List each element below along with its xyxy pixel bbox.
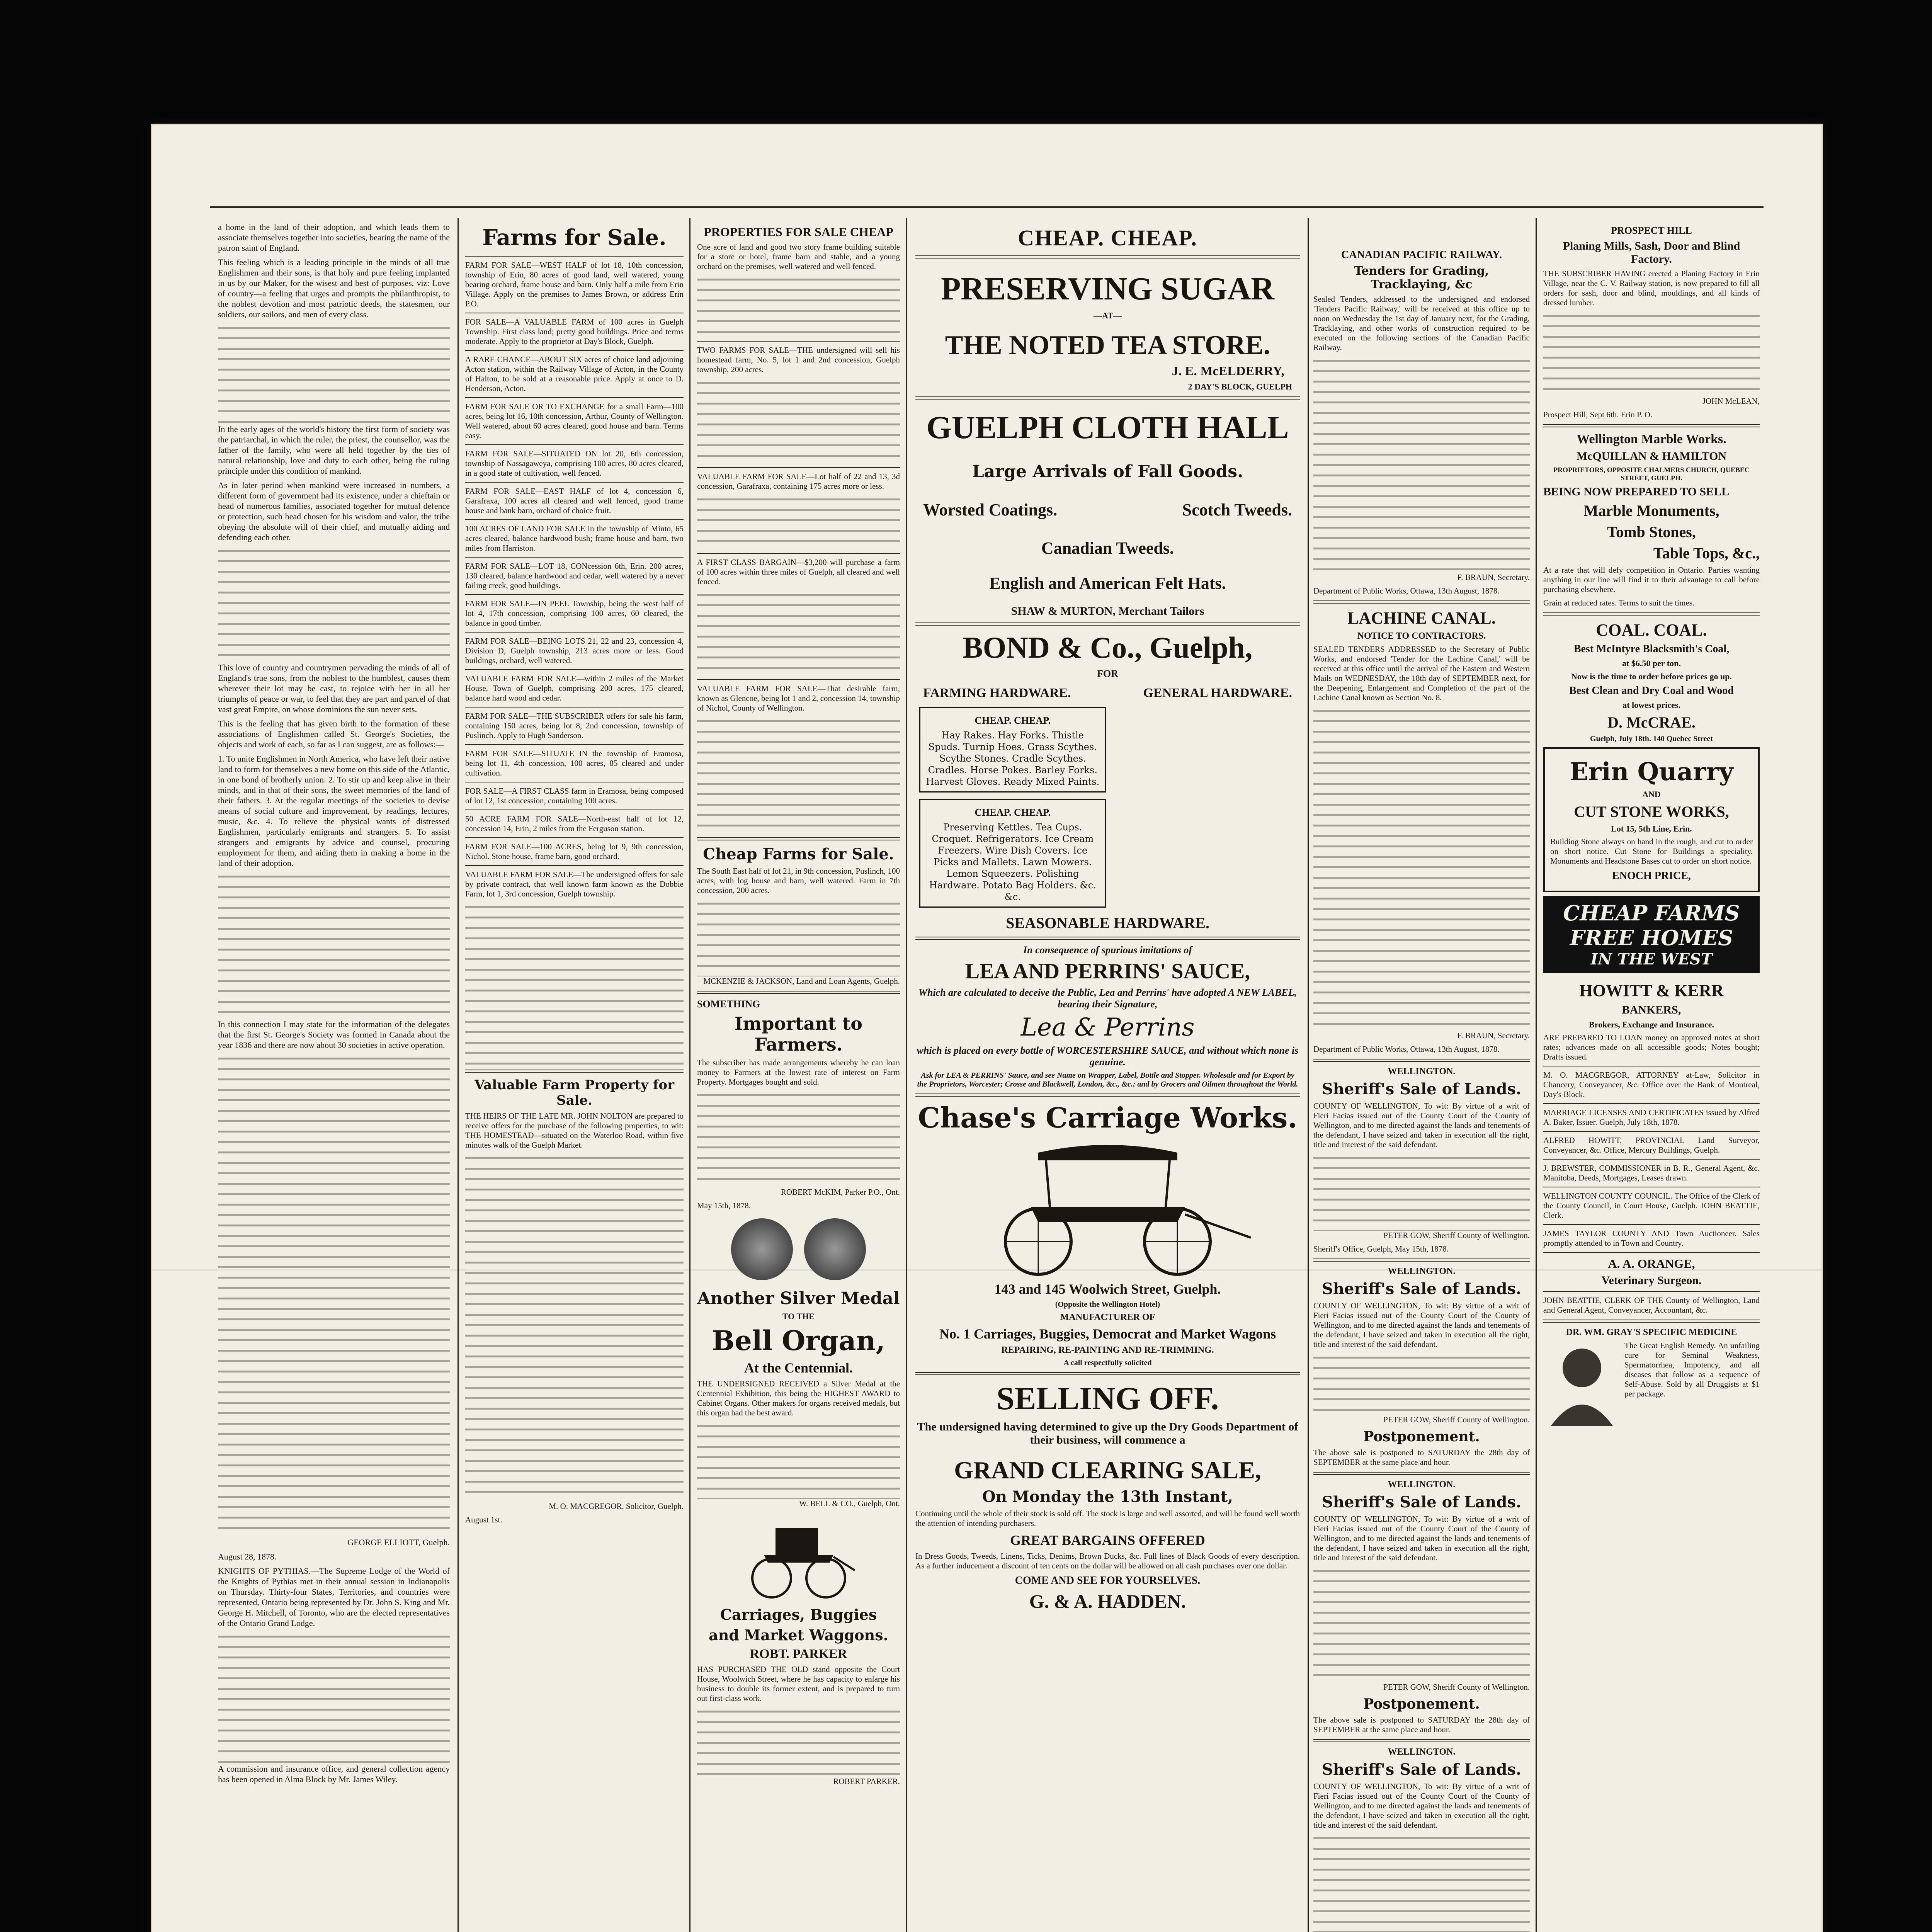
illegible-text-block [218,1632,450,1764]
separator [1543,612,1760,616]
article-paragraph: As in later period when mankind were increased in numbers, a different form of government had its existence, under a chieftain or head of numerous families, associated together for mutual defence or protection, such head chosen for his wisdom and valor, the tribe obeying the absolute will of their chief, and mutually aiding and defending each other. [218,480,450,542]
classified-ad: FARM FOR SALE—BEING LOTS 21, 22 and 23, concession 4, Division D, Guelph township, 213 acres more or less. Good buildings, orchard, well watered. [465,636,684,665]
notice-contractors: NOTICE TO CONTRACTORS. [1357,631,1486,641]
ad-signature: ROBERT McKIM, Parker P.O., Ont. [781,1187,900,1197]
continuing-text: Continuing until the whole of their stock is sold off. The stock is large and well assorted, and will be found well worth the attention of intending purchasers. [915,1509,1300,1528]
ask-text: Ask for LEA & PERRINS' Sauce, and see Name on Wrapper, Label, Bottle and Stopper. Wholesale and for Export by the Proprietors, Worcester; Crosse and Blackwell, London, &c., &c.; and by Grocers and Oilmen throughout the World. [917,1071,1298,1088]
separator [465,482,684,483]
separator [697,553,900,554]
top-rule [210,206,1764,208]
hardware-boxes [915,704,1300,911]
separator [1543,1320,1760,1323]
farming-items: Hay Rakes. Hay Forks. Thistle Spuds. Turnip Hoes. Grass Scythes. Scythe Stones. Cradle Scythes. Cradles. Horse Pokes. Barley Forks. Harvest Gloves. Ready Mixed Paints. [926,730,1100,787]
cheap-heading: CHEAP. CHEAP. [1018,225,1197,250]
carriage-illustration [915,1137,1300,1278]
business-card: J. BREWSTER, COMMISSIONER in B. R., General Agent, &c. Manitoba, Deeds, Mortgages, Leases drawn. [1543,1163,1760,1182]
cloth-hall-heading: GUELPH CLOTH HALL [926,410,1289,446]
chase-opposite: (Opposite the Wellington Hotel) [1055,1300,1160,1309]
business-card: JOHN BEATTIE, CLERK OF THE County of Wellington, Land and General Agent, Conveyancer, Accountant, &c. [1543,1296,1760,1315]
farming-hardware-label: FARMING HARDWARE. [923,686,1071,700]
column-rule [1308,218,1309,1932]
sheriff-sale-heading: Sheriff's Sale of Lands. [1322,1493,1521,1511]
undersigned-text: The undersigned having determined to give up the Dry Goods Department of their business, will commence a [917,1420,1298,1446]
mcintyre-line: Best McIntyre Blacksmith's Coal, [1573,643,1730,655]
for-label: FOR [1097,668,1118,679]
illegible-text-block [465,903,684,1065]
classified-ad: 50 ACRE FARM FOR SALE—North-east half of lot 12, concession 14, Erin, 2 miles from the Ferguson station. [465,814,684,833]
wellington-label: WELLINGTON. [1388,1480,1456,1490]
classified-ad: A FIRST CLASS BARGAIN—$3,200 will purchase a farm of 100 acres within three miles of Guelph, all cleared and well fenced. [697,558,900,586]
illegible-text-block [697,899,900,976]
carriages-heading: Carriages, Buggies [720,1606,877,1623]
ad-signature: M. O. MACGREGOR, Solicitor, Guelph. [549,1502,684,1511]
sheriff-signature: PETER GOW, Sheriff County of Wellington. [1383,1415,1530,1424]
calculated-text: Which are calculated to deceive the Public, Lea and Perrins' have adopted A NEW LABEL, bearing their Signature, [918,987,1297,1010]
separator [465,256,684,257]
classified-ad: FARM FOR SALE—EAST HALF of lot 4, concession 6, Garafraxa, 100 acres all cleared and well fenced, good frame house and bank barn, orchard of choice fruit. [465,486,684,515]
classified-ad: FARM FOR SALE—THE SUBSCRIBER offers for sale his farm, containing 150 acres, being lot 8, 2nd concession, township of Puslinch. Apply to Hugh Sanderson. [465,711,684,740]
separator [465,397,684,398]
classified-ad: VALUABLE FARM FOR SALE—That desirable farm, known as Glencoe, being lot 1 and 2, concession 14, township of Nichol, County of Wellington. [697,684,900,713]
classified-ad: FARM FOR SALE—LOT 18, CONcession 6th, Erin. 200 acres, 130 cleared, balance hardwood and cedar, well watered by a never failing creek, good buildings. [465,561,684,590]
business-text: THE SUBSCRIBER HAVING erected a Planing Factory in Erin Village, near the C. V. Railway station, is now prepared to fill all orders for sash, door and blind, mouldings, and all kinds of dressed lumber. [1543,269,1760,307]
estate-heading: Valuable Farm Property for Sale. [474,1077,675,1108]
classified-ad: VALUABLE FARM FOR SALE—within 2 miles of the Market House, Town of Guelph, comprising 200 acres, 175 cleared, balance hard wood and cedar. [465,674,684,702]
bankers-label: BANKERS, [1622,1003,1681,1016]
scotch-label: Scotch Tweeds. [1182,500,1292,519]
wellington-label: WELLINGTON. [1388,1266,1456,1276]
separator [1313,600,1530,604]
illegible-text-block [218,1054,450,1537]
separator [915,1372,1300,1375]
business-signature: JOHN McLEAN, [1702,396,1760,406]
enoch-price: ENOCH PRICE, [1612,870,1691,882]
news-item: A commission and insurance office, and general collection agency has been opened in Alma Block by Mr. James Wiley. [218,1764,450,1784]
marble-proprietors: McQUILLAN & HAMILTON [1576,450,1727,463]
mcrae-name: D. McCRAE. [1607,714,1696,731]
illegible-text-block [697,1707,900,1777]
wellington-label: WELLINGTON. [1388,1066,1456,1077]
sheriff-signature: PETER GOW, Sheriff County of Wellington. [1383,1231,1530,1240]
illegible-text-block [697,495,900,549]
sheriff-signature: PETER GOW, Sheriff County of Wellington. [1383,1682,1530,1692]
centennial-label: At the Centennial. [744,1360,853,1376]
coal-price: at $6.50 per ton. [1622,658,1681,668]
preserving-sugar-heading: PRESERVING SUGAR [941,271,1274,307]
postponement-text: The above sale is postponed to SATURDAY the 28th day of SEPTEMBER at the same place and hour. [1313,1715,1530,1734]
illegible-text-block [218,872,450,1019]
article-paragraph: a home in the land of their adoption, and which leads them to associate themselves together into societies, bearing the name of the patron saint of England. [218,222,450,253]
at-label: —AT— [1094,311,1122,320]
sheriff-text: COUNTY OF WELLINGTON, To wit: By virtue of a writ of Fieri Facias issued out of the County Court of the County of Wellington, and to me directed against the lands and tenements of the defendant, I have seized and taken in execution all the right, title and interest of the said defendant. [1313,1101,1530,1149]
separator [915,255,1300,259]
coal-orders: Now is the time to order before prices go up. [1571,672,1732,681]
notice-date: Department of Public Works, Ottawa, 13th August, 1878. [1313,1044,1500,1054]
business-date: Prospect Hill, Sept 6th. Erin P. O. [1543,410,1653,419]
illegible-text-block [1313,1566,1530,1682]
gray-medicine-heading: DR. WM. GRAY'S SPECIFIC MEDICINE [1566,1327,1737,1337]
vet-label: Veterinary Surgeon. [1601,1274,1702,1287]
separator [1543,424,1760,427]
article-paragraph: This love of country and countrymen pervading the minds of all of England's true sons, from the noblest to the humblest, causes them wherever their lot may be cast, to rejoice with her in all her triumphs of peace or war, to feel that they are part and parcel of that vast great Empire, on whose dominions the sun never sets. [218,663,450,714]
to-the-label: TO THE [782,1311,815,1321]
illegible-text-block [697,1091,900,1187]
separator [915,1094,1300,1097]
in-the-west-label: IN THE WEST [1590,950,1713,968]
business-text: At a rate that will defy competition in Ontario. Parties wanting anything in our line will find it to their advantage to call before purchasing elsewhere. [1543,565,1760,594]
separator [697,991,900,994]
sheriff-text: COUNTY OF WELLINGTON, To wit: By virtue of a writ of Fieri Facias issued out of the County Court of the County of Wellington, and to me directed against the lands and tenements of the defendant, I have seized and taken in execution all the right, title and interest of the said defendant. [1313,1301,1530,1349]
newspaper-page [151,124,1823,1932]
orange-name: A. A. ORANGE, [1608,1257,1695,1270]
notice-text: SEALED TENDERS ADDRESSED to the Secretary of Public Works, and endorsed 'Tender for the Lachine Canal,' will be received at this office until the arrival of the Eastern and Western Mails on WEDNESDAY, the 18th day of SEPTEMBER next, for the Deepening, Enlargement and Completion of the part of the Lachine Canal known as Section No. 8. [1313,645,1530,702]
business-text: ARE PREPARED TO LOAN money on approved notes at short rates; advances made on all accessible goods; Notes bought; Drafts issued. [1543,1033,1760,1061]
illegible-text-block [218,323,450,424]
general-items: Preserving Kettles. Tea Cups. Croquet. Refrigerators. Ice Cream Freezers. Wire Dish Covers. Ice Picks and Mallets. Lawn Mowers. Lemon Squeezers. Polishing Hardware. Potato Bag Holders. &c. &c. [929,822,1096,902]
cheap-farms-heading: Cheap Farms for Sale. [703,845,894,863]
separator [1543,1131,1760,1132]
column-rule [689,218,690,1932]
hardware-headings [923,683,1292,704]
illegible-text-block [697,717,900,833]
illegible-text-block [697,590,900,675]
article-paragraph: In the early ages of the world's history the first form of society was the patriarchal, in which the ruler, the priest, the counsellor, was the father of the family, who were all held together by the ties of natural relationship, love and duty to each other, being the ruling principle under this condition of mankind. [218,424,450,476]
imitations-text: In consequence of spurious imitations of [1023,944,1192,956]
dry-coal-line: Best Clean and Dry Coal and Wood [1569,685,1734,697]
illegible-text-block [1313,706,1530,1031]
brokers-label: Brokers, Exchange and Insurance. [1588,1020,1714,1029]
sheriff-date: Sheriff's Office, Guelph, May 15th, 1878. [1313,1244,1449,1253]
medal-icon [804,1218,866,1280]
classified-ad: FARM FOR SALE—SITUATED ON lot 20, 6th concession, township of Nassagaweya, comprising 100 acres, 80 acres cleared, in a good state of cultivation, well fenced. [465,449,684,478]
notice-date: Department of Public Works, Ottawa, 13th August, 1878. [1313,586,1500,595]
column-business-cards [1543,222,1760,1932]
article-paragraph: This feeling which is a leading principle in the minds of all true Englishmen and their sons, is that holy and pure feeling implanted in us by our Maker, for the wisest and best of purposes, viz: Love of country—a feeling that urges and prompts the philanthropist, to the noblest devotion and most patriotic deeds, the statesmen, our soldiers, our sailors, and men of every class. [218,257,450,319]
erin-lot: Lot 15, 5th Line, Erin. [1611,824,1692,833]
separator [1543,1224,1760,1225]
illegible-text-block [1543,311,1760,396]
column-rule [906,218,907,1932]
separator [697,837,900,840]
gray-ad-body [1543,1341,1760,1426]
sheriff-text: COUNTY OF WELLINGTON, To wit: By virtue of a writ of Fieri Facias issued out of the County Court of the County of Wellington, and to me directed against the lands and tenements of the defendant, I have seized and taken in execution all the right, title and interest of the said defendant. [1313,1782,1530,1830]
classified-ad: The South East half of lot 21, in 9th concession, Puslinch, 100 acres, with log house and barn, well watered. Farm in 7th concession, 200 acres. [697,866,900,895]
classified-ad: A RARE CHANCE—ABOUT SIX acres of choice land adjoining Acton station, within the Railway Village of Acton, in the County of Halton, to be sold at a reasonable price. Apply at once to D. Henderson, Acton. [465,355,684,393]
illegible-text-block [697,1422,900,1499]
illegible-text-block [218,546,450,662]
notice-signature: F. BRAUN, Secretary. [1457,573,1530,582]
felt-hats-label: English and American Felt Hats. [989,574,1226,593]
business-card: WELLINGTON COUNTY COUNCIL. The Office of the Clerk of the County Council, in Court House, Guelph. JOHN BEATTIE, Clerk. [1543,1191,1760,1220]
business-card: ALFRED HOWITT, PROVINCIAL Land Surveyor, Conveyancer, &c. Office, Mercury Buildings, Guelph. [1543,1136,1760,1155]
howitt-heading: HOWITT & KERR [1579,981,1724,1000]
classified-ad: FOR SALE—A VALUABLE FARM of 100 acres in Guelph Township. First class land; pretty good buildings. Price and terms moderate. Apply to the proprietor at Day's Block, Guelph. [465,317,684,346]
dress-goods-text: In Dress Goods, Tweeds, Linens, Ticks, Denims, Brown Ducks, &c. Full lines of Black Goods of every description. As a further inducement a discount of ten cents on the dollar will be allowed on all cash purchases over one dollar. [915,1551,1300,1570]
cheap-farms-title: CHEAP FARMS FREE HOMES [1563,901,1740,950]
classified-ad: THE UNDERSIGNED RECEIVED a Silver Medal at the Centennial Exhibition, this being the HIGHEST AWARD to Cabinet Organs. Other makers for organs received medals, but this organ had the best award. [697,1379,900,1417]
classified-ad: 100 ACRES OF LAND FOR SALE in the township of Minto, 65 acres cleared, balance hardwood bush; frame house and barn, two miles from Harriston. [465,524,684,553]
lea-perrins-heading: LEA AND PERRINS' SAUCE, [965,959,1250,983]
monday-line: On Monday the 13th Instant, [982,1488,1233,1506]
postponement-heading: Postponement. [1363,1696,1480,1712]
separator [915,622,1300,626]
tea-store-heading: THE NOTED TEA STORE. [945,330,1270,360]
column-notices [1313,222,1530,1932]
illegible-text-block [1313,1153,1530,1231]
sheriff-text: COUNTY OF WELLINGTON, To wit: By virtue of a writ of Fieri Facias issued out of the County Court of the County of Wellington, and to me directed against the lands and tenements of the defendant, I have seized and taken in execution all the right, title and interest of the said defendant. [1313,1514,1530,1562]
separator [1543,1252,1760,1253]
medal-heading: Another Silver Medal [697,1289,900,1308]
marble-heading: Wellington Marble Works. [1577,432,1726,446]
worsted-label: Worsted Coatings. [923,500,1058,519]
bell-organ-heading: Bell Organ, [712,1325,885,1357]
cpr-heading: CANADIAN PACIFIC RAILWAY. [1341,249,1502,261]
classified-ad: FARM FOR SALE—100 ACRES, being lot 9, 9th concession, Nichol. Stone house, frame barn, good orchard. [465,842,684,861]
illegible-text-block [1313,1834,1530,1932]
illegible-text-block [1313,356,1530,573]
separator [1313,1259,1530,1262]
manufacturer-label: MANUFACTURER OF [1060,1312,1155,1322]
separator [915,937,1300,940]
separator [465,865,684,866]
classified-ad: VALUABLE FARM FOR SALE—The undersigned offers for sale by private contract, that well known farm known as the Dobbie Farm, lot 1, 3rd concession, Guelph township. [465,870,684,898]
sheriff-sale-heading: Sheriff's Sale of Lands. [1322,1080,1521,1098]
separator [697,679,900,680]
and-label: AND [1642,789,1661,799]
bond-heading: BOND & Co., Guelph, [963,631,1253,664]
hadden-name: G. & A. HADDEN. [1029,1590,1186,1612]
cut-stone-heading: CUT STONE WORKS, [1574,803,1729,820]
coal-heading: COAL. COAL. [1596,621,1707,639]
separator [465,837,684,838]
illegible-text-block [697,275,900,337]
tenders-heading: Tenders for Grading, Tracklaying, &c [1354,264,1489,291]
business-text: Building Stone always on hand in the rough, and cut to order on short notice. Cut Stone for Buildings a speciality. Monuments and Headstone Bases cut to order on short notice. [1550,837,1753,866]
news-item: KNIGHTS OF PYTHIAS.—The Supreme Lodge of the World of the Knights of Pythias met in their annual session in Indianapolis on Thursday. Thirty-four States, Territories, and countries were represented, Ontario being represented by Dr. John S. King and Mr. George H. Mitchell, of Toronto, who are the elected representatives of the Ontario Grand Lodge. [218,1566,450,1628]
classified-ad: THE HEIRS OF THE LATE MR. JOHN NOLTON are prepared to receive offers for the purchase of the following properties, to wit: THE HOMESTEAD—situated on the Waterloo Road, within five minutes walk of the Guelph Market. [465,1111,684,1150]
column-farms-for-sale [465,222,684,1932]
prepared-line: BEING NOW PREPARED TO SELL [1543,485,1730,498]
cheap-farms-banner [1543,896,1760,973]
postponement-text: The above sale is postponed to SATURDAY the 28th day of SEPTEMBER at the same place and hour. [1313,1448,1530,1467]
portrait-icon [1543,1341,1621,1426]
monuments-line: Marble Monuments, [1583,502,1719,519]
section-title: Farms for Sale. [482,225,667,250]
separator [465,1070,684,1073]
classified-ad: FARM FOR SALE OR TO EXCHANGE for a small Farm—100 acres, being lot 16, 10th concession, Arthur, County of Wellington. Well watered, about 60 acres cleared, good house and barn. Terms easy. [465,402,684,440]
postponement-heading: Postponement. [1363,1429,1480,1445]
clearing-sale-heading: GRAND CLEARING SALE, [954,1456,1261,1484]
gray-text: The Great English Remedy. An unfailing cure for Seminal Weakness, Spermatorrhea, Impotency, and all diseases that follow as a sequence of Self-Abuse. Sold by all Druggists at $1 per package. [1624,1341,1760,1398]
separator [1543,1291,1760,1292]
column-editorial [218,222,450,1932]
illegible-text-block [697,378,900,463]
selling-off-heading: SELLING OFF. [996,1381,1219,1417]
article-paragraph: In this connection I may state for the information of the delegates that the first St. George's Society was formed in Canada about the year 1836 and there are now about 30 societies in active operation. [218,1019,450,1050]
separator [1543,1159,1760,1160]
separator [1313,1472,1530,1475]
separator [1313,1059,1530,1062]
chase-address: 143 and 145 Woolwich Street, Guelph. [994,1281,1221,1297]
medal-illustrations [697,1214,900,1286]
classified-ad: FARM FOR SALE—SITUATE IN the township of Eramosa, being lot 11, 4th concession, 100 acres, 85 cleared and under cultivation. [465,749,684,777]
notice-text: Sealed Tenders, addressed to the undersigned and endorsed 'Tenders Pacific Railway,' will be received at this office up to noon on Wednesday the 1st day of January next, for the Grading, Tracklaying, and other works of construction required to be executed on the following sections of the Canadian Pacific Railway. [1313,294,1530,352]
erin-quarry-heading: Erin Quarry [1570,757,1733,786]
illegible-text-block [465,1154,684,1502]
wellington-label: WELLINGTON. [1388,1747,1456,1757]
classified-ad: One acre of land and good two story frame building suitable for a store or hotel, frame barn and stable, and a young orchard on the premises, well watered and well fenced. [697,242,900,271]
separator [465,350,684,351]
planing-heading: Planing Mills, Sash, Door and Blind Factory. [1563,240,1740,265]
canadian-tweeds-label: Canadian Tweeds. [1041,539,1174,558]
business-card: JAMES TAYLOR COUNTY AND Town Auctioneer. Sales promptly attended to in Town and Country. [1543,1229,1760,1248]
illegible-text-block [1313,1353,1530,1415]
cheap-label: CHEAP. CHEAP. [975,715,1051,726]
separator [1313,1739,1530,1742]
lachine-heading: LACHINE CANAL. [1347,609,1496,628]
mcelderry-address: 2 DAY'S BLOCK, GUELPH [1188,382,1292,391]
mcelderry-name: J. E. McELDERRY, [1172,364,1284,378]
classified-ad: FARM FOR SALE—WEST HALF of lot 18, 10th concession, township of Erin, 80 acres of good land, well watered, young bearing orchard, frame house and barn. Only half a mile from Erin Village. Apply on the premises to James Brown, or address Erin P.O. [465,260,684,308]
classified-ad: FARM FOR SALE—IN PEEL Township, being the west half of lot 4, 17th concession, comprising 100 acres, 60 cleared, the balance in good timber. [465,599,684,628]
classified-ad: HAS PURCHASED THE OLD stand opposite the Court House, Woolwich Street, where he has capacity to enlarge his business to double its former extent, and is prepared to turn out first-class work. [697,1665,900,1703]
tombstones-line: Tomb Stones, [1607,523,1696,541]
column-rule [1536,218,1537,1932]
article-signature: GEORGE ELLIOTT, Guelph. [347,1537,450,1547]
separator [1543,1103,1760,1104]
section-title: PROPERTIES FOR SALE CHEAP [704,225,893,239]
general-hardware-box [919,799,1106,908]
ad-signature: W. BELL & CO., Guelph, Ont. [799,1499,900,1508]
column-properties [697,222,900,1932]
tailors-name: SHAW & MURTON, Merchant Tailors [1011,605,1204,617]
carriage-icon [961,1137,1255,1276]
tweeds-row [923,497,1292,523]
article-list: 1. To unite Englishmen in North America, who have left their native land to form for themselves a new home on this side of the Atlantic, in one bond of brotherly union. 2. To stir up and keep alive in their minds, and in that of their sons, the sweet memories of the land of their fathers. 3. At the regular meetings of the societies to devise means of social culture and improvement, by readings, lectures, music, &c. 4. To relieve the physical wants of distressed Englishmen, particularly emigrants and strangers. 5. To assist strangers and emigrants by advice and counsel, procuring employment for them, and aiding them in making a home in the land of their adoption. [218,754,450,868]
article-date: August 28, 1878. [218,1552,277,1561]
farmers-heading: Important to Farmers. [735,1013,862,1055]
wagons-heading: and Market Waggons. [709,1626,888,1644]
ad-date: August 1st. [465,1515,502,1524]
seasonable-hardware-label: SEASONABLE HARDWARE. [1006,914,1209,932]
classified-ad: The subscriber has made arrangements whereby he can loan money to Farmers at the lowest rate of interest on Farm Property. Mortgages bought and sold. [697,1058,900,1087]
patronage-line: A call respectfully solicited [1063,1359,1152,1367]
cheap-label: CHEAP. CHEAP. [975,807,1051,818]
something-label: SOMETHING [697,998,760,1010]
classified-ad: TWO FARMS FOR SALE—THE undersigned will sell his homestead farm, No. 5, lot 1 and 2nd concession, Guelph township, 200 acres. [697,345,900,374]
ad-signature: ROBERT PARKER. [833,1777,900,1786]
ad-date: May 15th, 1878. [697,1201,751,1210]
separator [465,594,684,595]
parker-heading: ROBT. PARKER [750,1647,847,1661]
chase-heading: Chase's Carriage Works. [918,1101,1298,1134]
come-line: COME AND SEE FOR YOURSELVES. [1015,1575,1201,1587]
farming-hardware-box [919,707,1106,793]
bargains-heading: GREAT BARGAINS OFFERED [1010,1532,1205,1548]
ad-signature: MCKENZIE & JACKSON, Land and Loan Agents, Guelph. [703,976,900,986]
repairing-line: REPAIRING, RE-PAINTING AND RE-TRIMMING. [1001,1345,1214,1355]
buggy-illustration [697,1512,900,1603]
separator [465,632,684,633]
buggy-icon [741,1512,857,1601]
business-card: MARRIAGE LICENSES AND CERTIFICATES issued by Alfred A. Baker, Issuer. Guelph, July 18th, 1878. [1543,1108,1760,1127]
business-text: Grain at reduced rates. Terms to suit the times. [1543,598,1695,607]
sheriff-sale-heading: Sheriff's Sale of Lands. [1322,1280,1521,1298]
marble-location: PROPRIETORS, OPPOSITE CHALMERS CHURCH, QUEBEC STREET, GUELPH. [1553,466,1750,482]
separator [465,519,684,520]
separator [697,467,900,468]
separator [915,396,1300,400]
separator [465,557,684,558]
mcrae-address: Guelph, July 18th. 140 Quebec Street [1590,735,1713,743]
separator [697,341,900,342]
prospect-heading: PROSPECT HILL [1611,225,1692,236]
article-paragraph: This is the feeling that has given birth to the formation of these associations of Englishmen called St. George's Societies, the objects and work of each, so far as I can suggest, are as follows:— [218,719,450,749]
lea-perrins-signature: Lea & Perrins [1020,1013,1195,1042]
placed-text: which is placed on every bottle of WORCESTERSHIRE SAUCE, and without which none is genuine. [917,1045,1299,1068]
notice-signature: F. BRAUN, Secretary. [1457,1031,1530,1040]
column-rule [457,218,459,1932]
medal-icon [731,1218,793,1280]
classified-ad: VALUABLE FARM FOR SALE—Lot half of 22 and 13, 3d concession, Garafraxa, containing 175 acres more or less. [697,472,900,491]
fall-goods-heading: Large Arrivals of Fall Goods. [972,462,1243,481]
separator [465,444,684,445]
tabletops-line: Table Tops, &c., [1653,544,1760,562]
general-hardware-label: GENERAL HARDWARE. [1143,686,1292,700]
classified-ad: FOR SALE—A FIRST CLASS farm in Eramosa, being composed of lot 12, 1st concession, containing 100 acres. [465,786,684,805]
separator [465,744,684,745]
erin-quarry-box [1543,747,1760,892]
carriages-line: No. 1 Carriages, Buggies, Democrat and Market Wagons [939,1326,1276,1342]
column-display-ads [915,222,1300,1932]
sheriff-sale-heading: Sheriff's Sale of Lands. [1322,1760,1521,1779]
separator [465,669,684,670]
business-card: M. O. MACGREGOR, ATTORNEY at-Law, Solicitor in Chancery, Conveyancer, &c. Office over the Bank of Montreal, Day's Block. [1543,1070,1760,1099]
lowest-line: at lowest prices. [1622,700,1680,710]
